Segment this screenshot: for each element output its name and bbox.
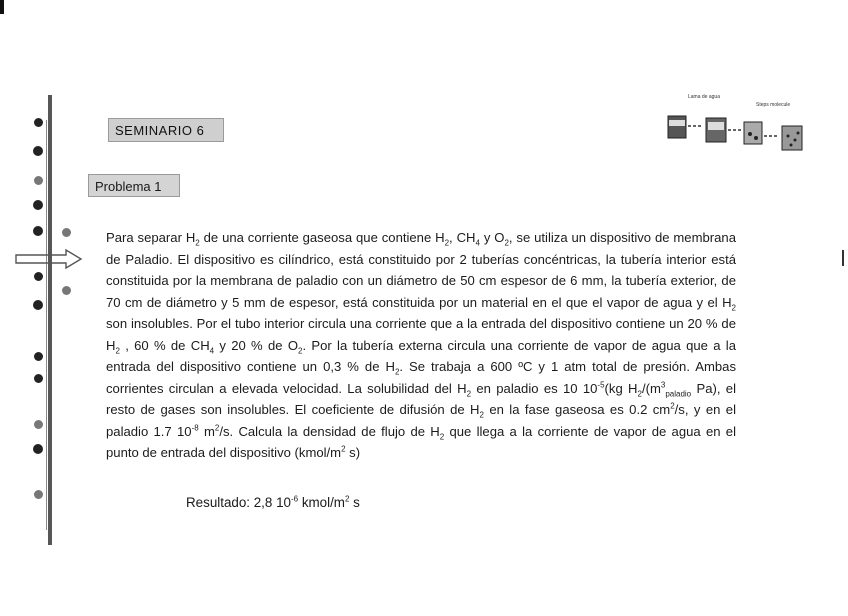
punch-hole	[34, 176, 43, 185]
diffusion-beakers-illustration	[664, 92, 814, 154]
punch-hole	[34, 490, 43, 499]
illustration-label-right: Steps molecule	[756, 102, 791, 108]
arrow-right-icon	[14, 248, 84, 270]
punch-hole	[62, 228, 71, 237]
punch-hole	[34, 374, 43, 383]
seminar-label: SEMINARIO 6	[108, 118, 224, 142]
edge-mark	[842, 250, 844, 266]
result-line: Resultado: 2,8 $10^{-6}$ kmol/$m^2$ s	[186, 494, 360, 510]
punch-hole	[34, 118, 43, 127]
punch-hole	[34, 272, 43, 281]
punch-hole	[33, 200, 43, 210]
binding-edge-shadow	[46, 120, 47, 530]
punch-hole	[33, 146, 43, 156]
punch-hole	[33, 226, 43, 236]
illustration-label-top: Lama de agua	[688, 94, 720, 100]
corner-mark	[0, 0, 4, 14]
punch-hole	[34, 352, 43, 361]
punch-hole	[33, 444, 43, 454]
binding-edge	[48, 95, 52, 545]
punch-hole	[62, 286, 71, 295]
problem-label: Problema 1	[88, 174, 180, 197]
punch-hole	[33, 300, 43, 310]
punch-hole	[34, 420, 43, 429]
problem-statement: Para separar $H_2$ de una corriente gaseosa que contiene $H_2$, $CH_4$ y $O_2$, se utiliza un dispositivo de membrana de Paladio. El dispositivo es cilíndrico, está constituido por 2 tuberías concéntricas, la tubería interior está constituida por la membrana de paladio con un diámetro de 50 cm espesor de 6 mm, la tubería exterior, de 70 cm de diámetro y 5 mm de espesor, está constituida por un material en el que el vapor de agua y el $H_2$ son insolubles. Por el tubo interior circula una corriente que a la entrada del dispositivo contiene un 20 % de $H_2$ , 60 % de $CH_4$ y 20 % de $O_2$. Por la tubería externa circula una corriente de vapor de agua que a la entrada del dispositivo contiene un 0,3 % de $H_2$. Se trabaja a 600 ºC y 1 atm total de presión. Ambas corrientes circulan a elevada velocidad. La solubilidad del $H_2$ en paladio es 10 $10^{-5}(kg$ $H_2/(m^3_{paladio}$ Pa), el resto de gases son insolubles. El coeficiente de difusión de $H_2$ en la fase gaseosa es 0.2 $cm^2/s$, y en el paladio 1.7 $10^{-8}$ $m^2/s$. Calcula la densidad de flujo de $H_2$ que llega a la corriente de vapor de agua en el punto de entrada del dispositivo ($kmol/m^2$ s)	[106, 230, 736, 460]
